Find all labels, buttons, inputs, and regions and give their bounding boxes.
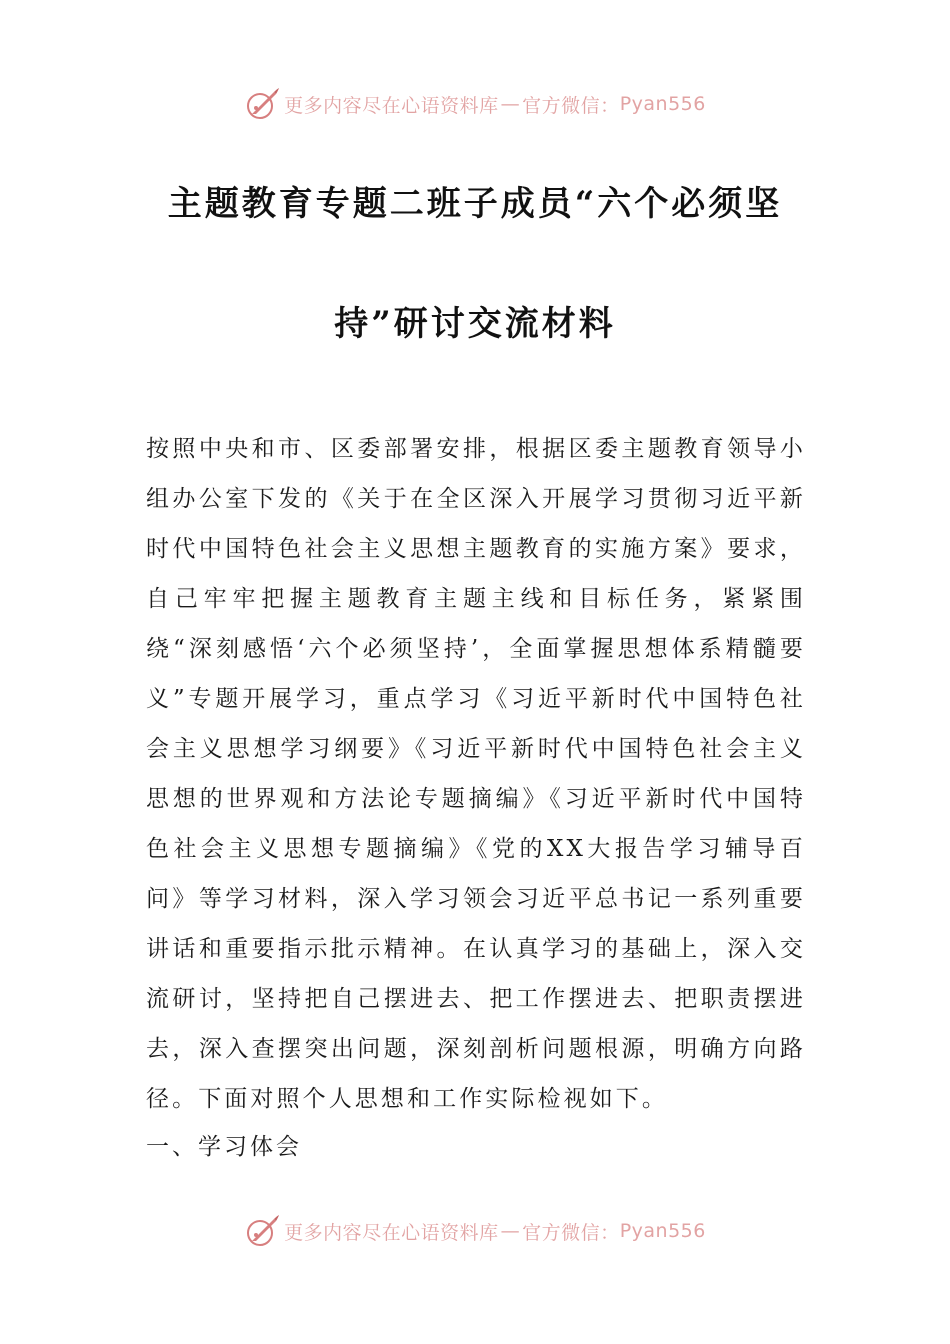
watermark-text: 更多内容尽在心语资料库 [284,1221,499,1244]
watermark-suffix: 官方微信： [522,1221,620,1244]
quill-logo-icon [244,86,280,122]
quill-logo-icon [244,1213,280,1249]
watermark-header [0,84,950,124]
document-title-line2: 持”研讨交流材料 [334,304,616,344]
body-paragraph: 按照中央和市、区委部署安排，根据区委主题教育领导小组办公室下发的《关于在全区深入开展学习贯彻习近平新时代中国特色社会主义思想主题教育的实施方案》要求，自己牢牢把握主题教育主题主线和目标任务，紧紧围绕“深刻感悟‘六个必须坚持’，全面掌握思想体系精髓要义”专题开展学习，重点学习《习近平新时代中国特色社会主义思想学习纲要》《习近平新时代中国特色社会主义思想的世界观和方法论专题摘编》《习近平新时代中国特色社会主义思想专题摘编》《党的XX大报告学习辅导百问》等学习材料，深入学习领会习近平总书记一系列重要讲话和重要指示批示精神。在认真学习的基础上，深入交流研讨，坚持把自己摆进去、把工作摆进去、把职责摆进去，深入查摆突出问题，深刻剖析问题根源，明确方向路径。下面对照个人思想和工作实际检视如下。 [146,436,806,1112]
document-body [146,424,806,1124]
section-heading: 一、学习体会 [146,1134,302,1160]
watermark-wechat-id: Pyan556 [619,1220,706,1242]
watermark-separator: — [500,93,521,115]
watermark-footer [0,1211,950,1251]
watermark-wechat-id: Pyan556 [619,93,706,115]
document-title-line1: 主题教育专题二班子成员“六个必须坚 [167,184,783,224]
watermark-suffix: 官方微信： [522,94,620,117]
watermark-separator: — [500,1220,521,1242]
watermark-text: 更多内容尽在心语资料库 [284,94,499,117]
